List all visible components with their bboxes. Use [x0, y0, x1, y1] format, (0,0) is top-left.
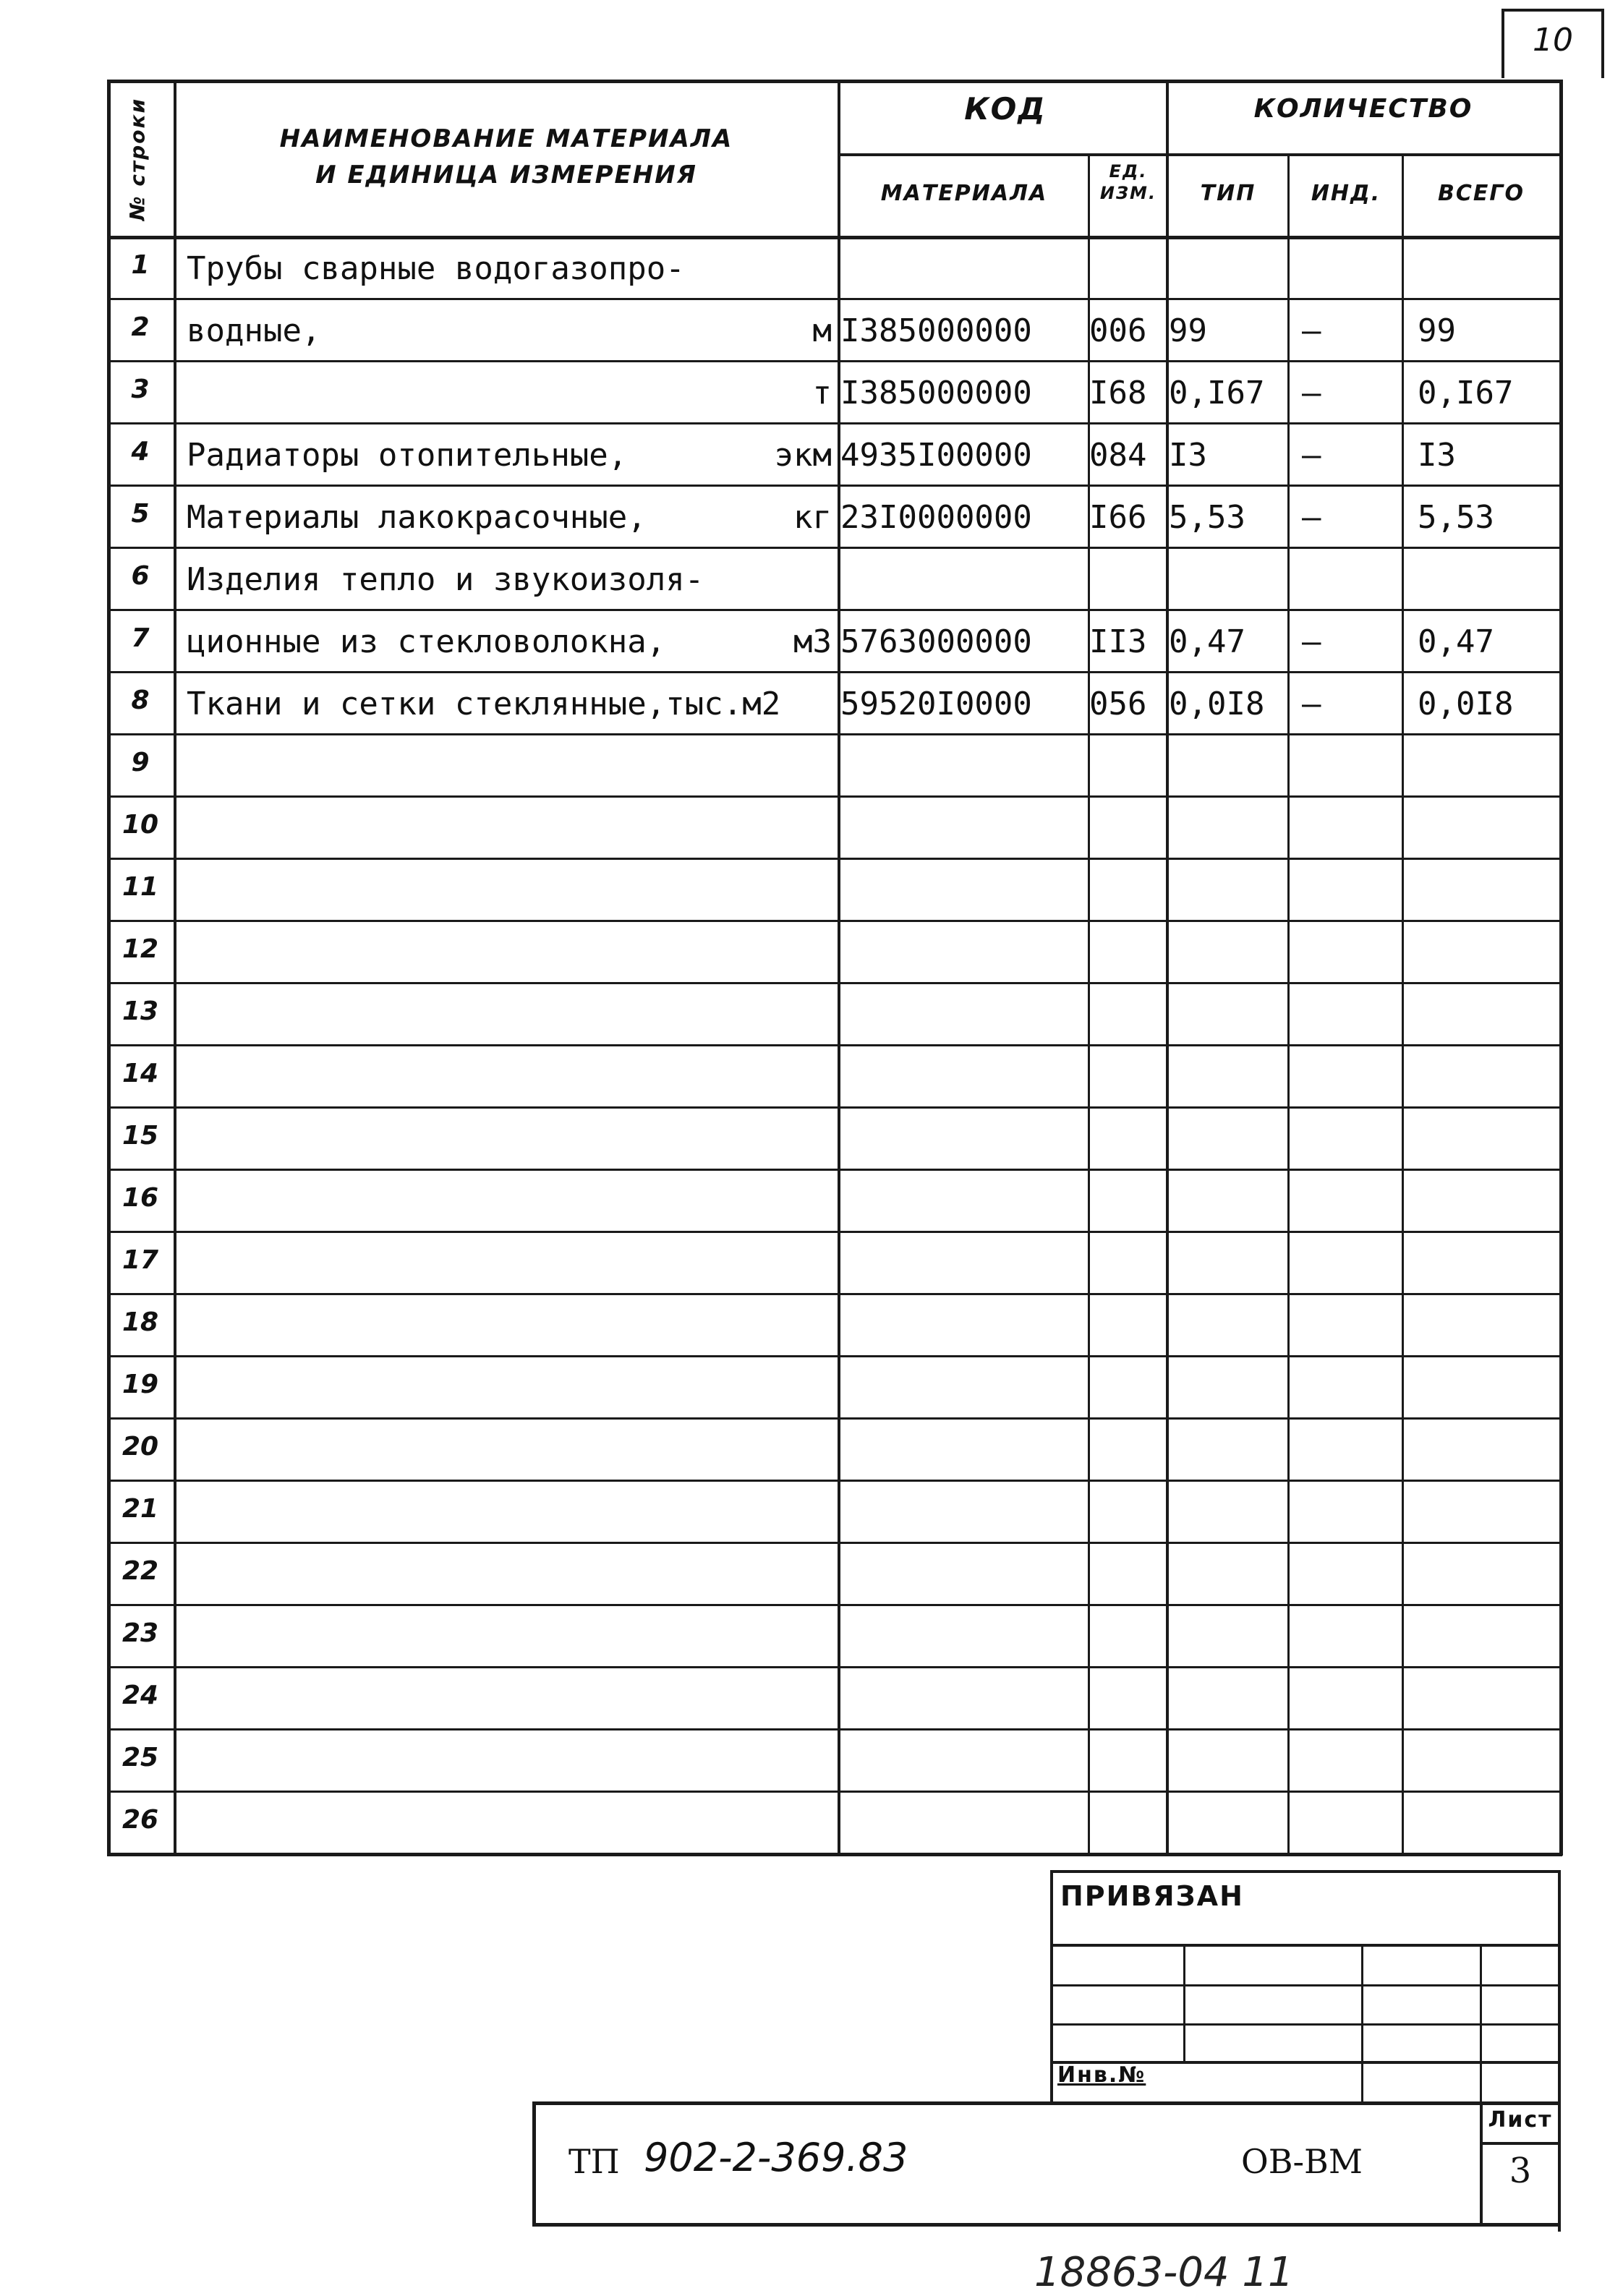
row-divider [107, 1791, 1562, 1793]
row-number: 7 [131, 623, 150, 653]
row-divider [107, 982, 1562, 984]
quantity-type: 0,0I8 [1169, 686, 1265, 722]
quantity-type: 99 [1169, 312, 1207, 349]
quantity-ind: – [1302, 312, 1321, 349]
row-divider [107, 1542, 1562, 1544]
col-divider-type [1287, 153, 1290, 1853]
unit-header-line1: ЕД. [1109, 161, 1148, 182]
stamp-top-line [1050, 1870, 1561, 1873]
quantity-total: 0,47 [1418, 623, 1494, 660]
unit-code: I68 [1089, 375, 1147, 411]
row-divider [107, 1169, 1562, 1171]
material-code: 23I0000000 [840, 499, 1032, 536]
quantity-type: 5,53 [1169, 499, 1245, 536]
privyazan-label: ПРИВЯЗАН [1060, 1880, 1244, 1912]
material-header: МАТЕРИАЛА [880, 181, 1048, 206]
unit-code: I66 [1089, 499, 1147, 536]
corner-box-top [1501, 9, 1604, 12]
row-number: 9 [131, 748, 150, 777]
row-number: 5 [131, 499, 150, 529]
stamp-line-3 [1050, 2023, 1561, 2026]
material-name: Радиаторы отопительные, [187, 437, 628, 474]
row-divider [107, 1604, 1562, 1606]
row-divider [107, 733, 1562, 735]
stamp-right-line [1558, 1870, 1561, 2232]
row-number: 18 [122, 1307, 159, 1337]
name-header-line2: И ЕДИНИЦА ИЗМЕРЕНИЯ [315, 161, 697, 189]
section-code: ОВ-ВМ [1241, 2142, 1363, 2181]
quantity-total: 0,I67 [1418, 375, 1514, 411]
quantity-ind: – [1302, 375, 1321, 411]
quantity-type: I3 [1169, 437, 1207, 474]
row-divider [107, 1231, 1562, 1233]
row-number-header-text: № строки [125, 97, 150, 221]
row-divider [107, 1417, 1562, 1420]
row-number: 12 [122, 934, 159, 964]
row-number: 2 [131, 312, 150, 342]
material-name: Ткани и сетки стеклянные,тыс.м2 [187, 686, 781, 722]
row-number: 6 [131, 561, 150, 591]
footer-handwritten-note: 18863-04 11 [1034, 2249, 1294, 2296]
row-number: 22 [122, 1556, 159, 1586]
row-number: 21 [122, 1494, 159, 1524]
row-divider [107, 920, 1562, 922]
unit-code: II3 [1089, 623, 1147, 660]
row-number: 11 [122, 872, 159, 902]
row-divider [107, 1293, 1562, 1295]
ind-header: ИНД. [1311, 181, 1381, 206]
row-divider [107, 1666, 1562, 1668]
col-divider-name [174, 80, 176, 1853]
document-code-prefix: ТП [568, 2142, 620, 2181]
unit-name: м [812, 312, 832, 349]
material-name: Трубы сварные водогазопро- [187, 250, 685, 287]
row-divider [107, 1044, 1562, 1046]
unit-code: 006 [1089, 312, 1147, 349]
sheet-cell-divider [1480, 2142, 1561, 2145]
total-header: ВСЕГО [1438, 181, 1525, 206]
sheet-corner-number: 10 [1533, 22, 1573, 59]
material-code: 5763000000 [840, 623, 1032, 660]
row-number: 4 [131, 437, 150, 466]
inventory-number-label: Инв.№ [1057, 2062, 1146, 2088]
row-number: 14 [122, 1059, 159, 1088]
row-number: 19 [122, 1370, 159, 1399]
row-divider [107, 547, 1562, 549]
row-number: 13 [122, 997, 159, 1026]
row-divider [107, 671, 1562, 673]
row-number-header [101, 80, 174, 239]
row-number: 26 [122, 1805, 159, 1835]
table-right-border [1559, 80, 1563, 1856]
row-divider [107, 858, 1562, 860]
quantity-ind: – [1302, 623, 1321, 660]
title-block-top-line [532, 2101, 1561, 2105]
quantity-type: 0,I67 [1169, 375, 1265, 411]
quantity-ind: – [1302, 437, 1321, 474]
stamp-line-1 [1050, 1944, 1561, 1947]
unit-code: 084 [1089, 437, 1147, 474]
unit-header-line2: ИЗМ. [1099, 183, 1157, 203]
unit-code: 056 [1089, 686, 1147, 722]
table-left-border [107, 80, 111, 1856]
code-header: КОД [964, 91, 1047, 127]
quantity-header: КОЛИЧЕСТВО [1253, 94, 1473, 124]
document-number: 902-2-369.83 [644, 2135, 908, 2180]
stamp-col-3 [1480, 1944, 1482, 2101]
material-code: 4935I00000 [840, 437, 1032, 474]
row-divider [107, 795, 1562, 798]
row-number: 17 [122, 1245, 159, 1275]
row-number: 8 [131, 686, 150, 715]
material-code: I385000000 [840, 375, 1032, 411]
title-block-left-line [532, 2101, 536, 2226]
row-divider [107, 1480, 1562, 1482]
row-divider [107, 298, 1562, 300]
material-name: Материалы лакокрасочные, [187, 499, 647, 536]
row-divider [107, 360, 1562, 362]
unit-name: экм [774, 437, 832, 474]
quantity-total: 5,53 [1418, 499, 1494, 536]
row-number: 24 [122, 1681, 159, 1710]
row-divider [107, 609, 1562, 611]
row-number: 15 [122, 1121, 159, 1151]
stamp-col-1 [1183, 1944, 1185, 2061]
corner-box-right [1601, 9, 1604, 78]
stamp-line-2 [1050, 1984, 1561, 1986]
material-name: водные, [187, 312, 321, 349]
unit-header [1089, 161, 1167, 204]
material-code: I385000000 [840, 312, 1032, 349]
row-number: 10 [122, 810, 159, 840]
row-divider [107, 1728, 1562, 1730]
material-code: 59520I0000 [840, 686, 1032, 722]
stamp-col-2 [1361, 1944, 1363, 2101]
row-divider [107, 1355, 1562, 1357]
row-number: 16 [122, 1183, 159, 1213]
material-name: Изделия тепло и звукоизоля- [187, 561, 704, 598]
col-divider-ind [1402, 153, 1404, 1853]
quantity-total: 0,0I8 [1418, 686, 1514, 722]
header-subdivider [838, 153, 1559, 156]
header-bottom-border [107, 236, 1562, 239]
unit-name: т [812, 375, 832, 411]
title-block-bottom-line [532, 2223, 1561, 2227]
quantity-ind: – [1302, 499, 1321, 536]
unit-name: кг [793, 499, 832, 536]
type-header: ТИП [1200, 181, 1256, 206]
row-number: 3 [131, 375, 150, 404]
quantity-total: 99 [1418, 312, 1456, 349]
quantity-ind: – [1302, 686, 1321, 722]
name-header-line1: НАИМЕНОВАНИЕ МАТЕРИАЛА [279, 124, 733, 153]
row-divider [107, 485, 1562, 487]
quantity-total: I3 [1418, 437, 1456, 474]
sheet-number: 3 [1509, 2151, 1532, 2191]
quantity-type: 0,47 [1169, 623, 1245, 660]
row-number: 25 [122, 1743, 159, 1772]
row-divider [107, 422, 1562, 424]
sheet-label: Лист [1488, 2107, 1553, 2133]
unit-name: м3 [793, 623, 832, 660]
row-number: 23 [122, 1618, 159, 1648]
row-number: 1 [131, 250, 150, 280]
row-divider [107, 1106, 1562, 1109]
table-top-border [107, 80, 1562, 83]
row-number: 20 [122, 1432, 159, 1461]
material-name: ционные из стекловолокна, [187, 623, 666, 660]
table-bottom-border [107, 1853, 1562, 1856]
